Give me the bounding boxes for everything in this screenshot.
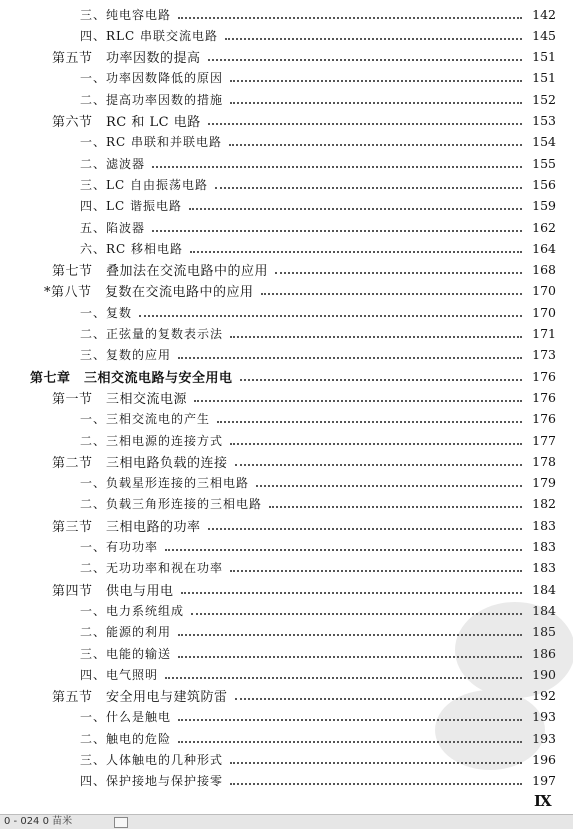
- toc-entry-title: 二、三相电源的连接方式: [80, 433, 224, 448]
- toc-entry-page: 170: [532, 304, 556, 320]
- dot-leader: [230, 79, 522, 82]
- toc-entry: [80, 537, 556, 557]
- toc-entry-title: 三、电能的输送: [80, 646, 172, 661]
- dot-leader: [261, 292, 522, 295]
- toc-entry-title: 六、RC 移相电路: [80, 241, 184, 256]
- toc-entry-page: 155: [532, 155, 556, 171]
- toc-entry-page: 193: [532, 709, 556, 725]
- toc-entry: [80, 430, 556, 450]
- dot-leader: [230, 335, 522, 338]
- toc-entry-page: 145: [532, 27, 556, 43]
- dot-leader: [208, 527, 522, 530]
- toc-entry-title: 第五节 功率因数的提高: [52, 51, 201, 67]
- toc-entry-title: *第八节 复数在交流电路中的应用: [44, 285, 254, 301]
- toc-entry-title: 一、什么是触电: [80, 710, 172, 725]
- toc-entry-page: 177: [532, 432, 556, 448]
- toc-entry: [80, 324, 556, 344]
- toc-entry-title: 一、复数: [80, 305, 133, 320]
- toc-entry-title: 第二节 三相电路负载的连接: [52, 455, 228, 471]
- status-text: 0 - 024 0 苗米: [4, 816, 73, 827]
- status-bar: [0, 814, 573, 829]
- toc-entry: [80, 238, 556, 258]
- toc-entry-page: 171: [532, 326, 556, 341]
- toc-entry-title: 二、无功功率和视在功率: [80, 561, 224, 576]
- toc-entry-title: 第六节 RC 和 LC 电路: [52, 115, 201, 130]
- toc-entry: [52, 387, 556, 407]
- dot-leader: [178, 655, 522, 658]
- dot-leader: [230, 569, 522, 572]
- toc-entry: [80, 664, 556, 684]
- toc-entry: [52, 579, 556, 599]
- toc-entry: [80, 728, 556, 748]
- dot-leader: [275, 271, 522, 274]
- dot-leader: [181, 591, 522, 594]
- toc-entry: [52, 686, 556, 706]
- dot-leader: [215, 186, 522, 189]
- toc-entry: [80, 707, 556, 727]
- toc-entry: [80, 174, 556, 194]
- toc-entry-title: 四、保护接地与保护接零: [80, 774, 224, 789]
- dot-leader: [230, 761, 522, 764]
- toc-entry: [80, 750, 556, 770]
- toc-entry-page: 197: [532, 773, 556, 789]
- toc-entry-title: 一、三相交流电的产生: [80, 412, 211, 427]
- toc-entry: [80, 473, 556, 493]
- toc-entry: [80, 89, 556, 109]
- toc-entry-page: 159: [532, 198, 556, 214]
- toc-entry-page: 151: [532, 70, 556, 86]
- dot-leader: [189, 207, 522, 210]
- toc-entry-title: 二、负载三角形连接的三相电路: [80, 497, 263, 512]
- toc-entry-title: 三、LC 自由振荡电路: [80, 177, 208, 192]
- dot-leader: [217, 420, 522, 423]
- toc-entry: [80, 196, 556, 216]
- toc-entry-page: 185: [532, 624, 556, 640]
- toc-entry-page: 183: [532, 539, 556, 554]
- toc-entry-title: 四、RLC 串联交流电路: [80, 28, 219, 43]
- dot-leader: [165, 548, 522, 551]
- dot-leader: [152, 165, 522, 168]
- toc-entry-page: 196: [532, 752, 556, 767]
- toc-entry: [80, 409, 556, 429]
- dot-leader: [139, 314, 522, 317]
- toc-entry-title: 一、负载星形连接的三相电路: [80, 476, 250, 491]
- toc-entry-title: 第五节 安全用电与建筑防雷: [52, 690, 228, 706]
- toc-entry-page: 156: [532, 176, 556, 192]
- dot-leader: [235, 697, 522, 700]
- toc-entry-page: 186: [532, 645, 556, 661]
- toc-entry: [80, 558, 556, 578]
- toc-entry: [80, 771, 556, 791]
- dot-leader: [178, 633, 522, 636]
- dot-leader: [230, 442, 522, 445]
- toc-entry: [80, 68, 556, 88]
- status-box[interactable]: [114, 817, 128, 828]
- toc-entry-page: 142: [532, 6, 556, 22]
- dot-leader: [229, 143, 522, 146]
- toc-entry: [80, 622, 556, 642]
- toc-entry-page: 183: [532, 517, 556, 533]
- toc-entry-page: 176: [532, 368, 556, 384]
- dot-leader: [208, 122, 522, 125]
- toc-entry-page: 192: [532, 688, 556, 704]
- dot-leader: [152, 229, 522, 232]
- toc-entry-title: 三、复数的应用: [80, 348, 172, 363]
- dot-leader: [178, 356, 522, 359]
- toc-entry-title: 四、LC 谐振电路: [80, 199, 182, 214]
- toc-entry: [52, 47, 556, 67]
- dot-leader: [269, 505, 522, 508]
- toc-entry: [52, 451, 556, 471]
- dot-leader: [230, 101, 522, 104]
- toc-entry: [52, 515, 556, 535]
- dot-leader: [225, 37, 522, 40]
- toc-entry-page: 183: [532, 560, 556, 576]
- toc-entry-page: 154: [532, 134, 556, 150]
- toc-entry-page: 173: [532, 347, 556, 363]
- toc-entry: [80, 4, 556, 24]
- dot-leader: [235, 463, 522, 466]
- toc-entry-page: 153: [532, 113, 556, 128]
- toc-entry: [80, 643, 556, 663]
- toc-entry-title: 第七节 叠加法在交流电路中的应用: [52, 264, 269, 280]
- toc-entry-page: 179: [532, 475, 556, 491]
- dot-leader: [178, 16, 522, 19]
- toc-entry-page: 178: [532, 453, 556, 469]
- toc-entry-page: 184: [532, 581, 556, 597]
- toc-entry: [44, 281, 556, 301]
- toc-entry-title: 第一节 三相交流电源: [52, 391, 188, 407]
- toc-entry: [80, 153, 556, 173]
- toc-entry: [80, 132, 556, 152]
- toc-entry-page: 176: [532, 389, 556, 405]
- toc-entry-page: 190: [532, 666, 556, 682]
- toc-entry-title: 一、RC 串联和并联电路: [80, 135, 223, 150]
- dot-leader: [190, 250, 522, 253]
- toc-entry: [80, 302, 556, 322]
- toc-entry: [80, 25, 556, 45]
- toc-entry-page: 182: [532, 496, 556, 512]
- toc-entry-page: 162: [532, 219, 556, 235]
- page-folio: IX: [534, 792, 551, 810]
- dot-leader: [178, 740, 522, 743]
- dot-leader: [194, 399, 522, 402]
- toc-entry-title: 五、陷波器: [80, 220, 146, 235]
- toc-entry-title: 二、滤波器: [80, 156, 146, 171]
- toc-entry-title: 一、电力系统组成: [80, 603, 185, 618]
- toc-entry-title: 二、触电的危险: [80, 731, 172, 746]
- toc-entry-title: 四、电气照明: [80, 667, 159, 682]
- toc-entry: [52, 111, 556, 131]
- dot-leader: [165, 676, 522, 679]
- toc-entry: [30, 366, 556, 386]
- toc-entry-page: 184: [532, 602, 556, 618]
- toc-entry-page: 152: [532, 91, 556, 107]
- toc-entry-title: 二、正弦量的复数表示法: [80, 327, 224, 341]
- toc-entry-title: 二、能源的利用: [80, 625, 172, 640]
- toc-entry: [52, 260, 556, 280]
- dot-leader: [240, 378, 522, 381]
- toc-entry-page: 168: [532, 262, 556, 278]
- dot-leader: [191, 612, 522, 615]
- dot-leader: [256, 484, 522, 487]
- toc-entry: [80, 217, 556, 237]
- toc-entry-title: 一、功率因数降低的原因: [80, 71, 224, 86]
- toc-entry-page: 164: [532, 240, 556, 256]
- dot-leader: [230, 782, 522, 785]
- toc-entry-title: 第四节 供电与用电: [52, 583, 174, 599]
- toc-entry-title: 第三节 三相电路的功率: [52, 519, 201, 535]
- toc-entry-title: 第七章 三相交流电路与安全用电: [30, 370, 233, 386]
- toc-entry: [80, 494, 556, 514]
- toc-entry-page: 170: [532, 283, 556, 299]
- toc-entry-page: 193: [532, 730, 556, 746]
- dot-leader: [208, 58, 522, 61]
- dot-leader: [178, 718, 522, 721]
- toc-entry-title: 二、提高功率因数的措施: [80, 92, 224, 107]
- toc-entry-title: 三、纯电容电路: [80, 7, 172, 22]
- toc-entry-title: 一、有功功率: [80, 540, 159, 554]
- toc-entry: [80, 345, 556, 365]
- toc-entry-title: 三、人体触电的几种形式: [80, 753, 224, 767]
- toc-entry-page: 151: [532, 49, 556, 65]
- toc-entry: [80, 600, 556, 620]
- toc-entry-page: 176: [532, 411, 556, 427]
